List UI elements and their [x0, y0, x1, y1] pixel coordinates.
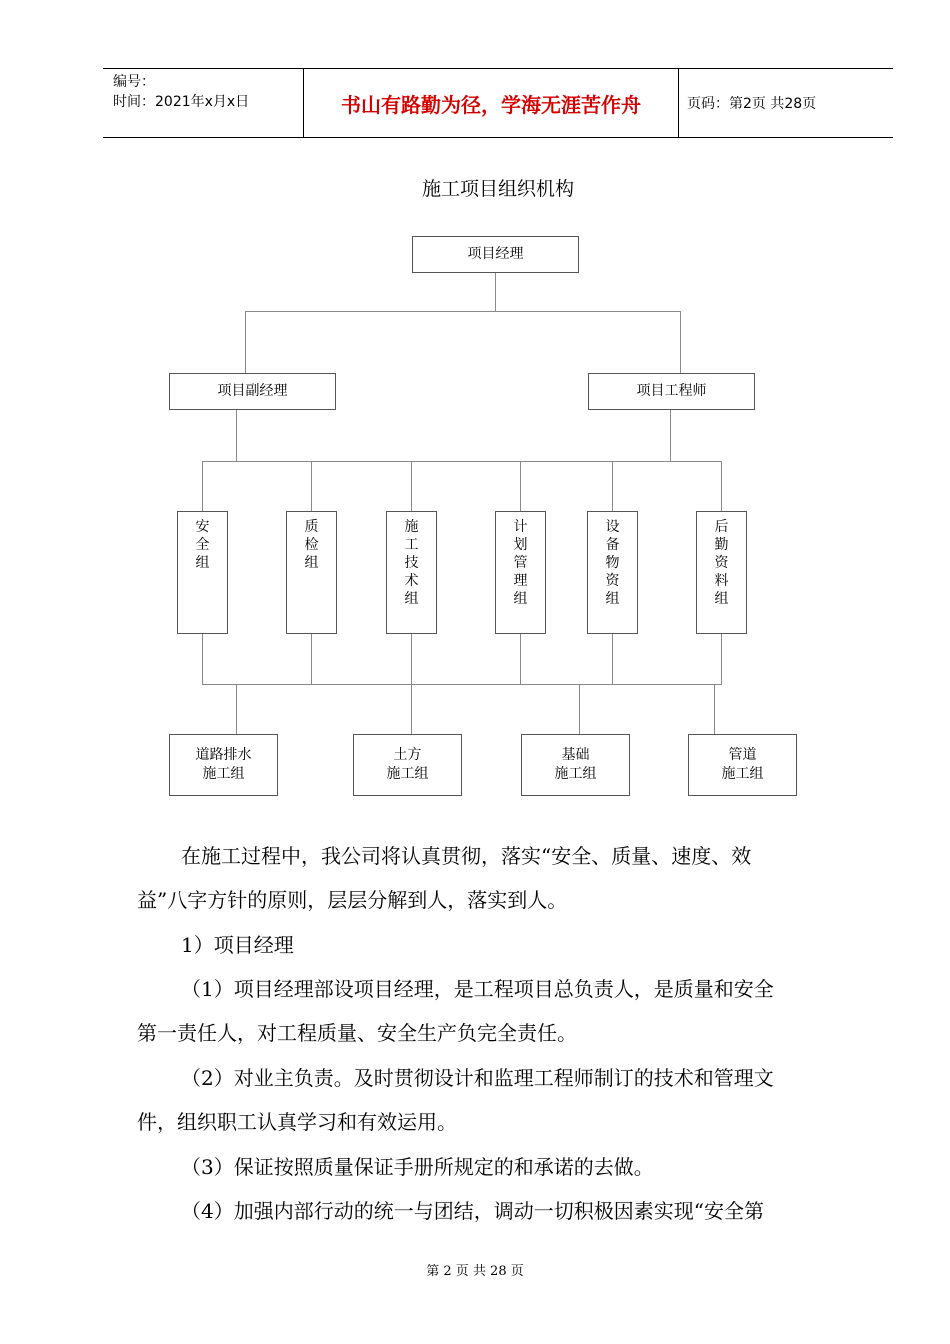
connector [202, 461, 203, 511]
org-node-logistics-group: 后 勤 资 料 组 [696, 511, 747, 634]
connector [311, 634, 312, 684]
connector [612, 634, 613, 684]
connector [236, 410, 237, 461]
connector [411, 684, 412, 734]
body-line: （3）保证按照质量保证手册所规定的和承诺的去做。 [181, 1155, 654, 1179]
connector [520, 461, 521, 511]
section-heading: 1）项目经理 [181, 933, 294, 957]
number-label: 编号： [113, 74, 155, 90]
body-line: （2）对业主负责。及时贯彻设计和监理工程师制订的技术和管理文 [181, 1066, 774, 1090]
org-node-equipment-group: 设 备 物 资 组 [587, 511, 638, 634]
page-number-label: 页码：第2页 共28页 [687, 96, 817, 112]
connector [520, 634, 521, 684]
org-node-earthwork-team: 土方 施工组 [353, 734, 462, 796]
org-node-foundation-team: 基础 施工组 [521, 734, 630, 796]
body-line: 第一责任人，对工程质量、安全生产负完全责任。 [137, 1021, 577, 1045]
org-node-deputy-manager: 项目副经理 [169, 373, 336, 410]
org-node-quality-group: 质 检 组 [286, 511, 337, 634]
org-node-pipeline-team: 管道 施工组 [688, 734, 797, 796]
connector [721, 634, 722, 684]
org-node-tech-group: 施 工 技 术 组 [386, 511, 437, 634]
body-line: 在施工过程中，我公司将认真贯彻，落实“安全、质量、速度、效 [181, 844, 752, 868]
org-node-safety-group: 安 全 组 [177, 511, 228, 634]
connector [245, 311, 681, 312]
body-line: 件，组织职工认真学习和有效运用。 [137, 1110, 457, 1134]
page-footer: 第 2 页 共 28 页 [426, 1264, 524, 1279]
header-meta [113, 72, 249, 112]
header-motto: 书山有路勤为径，学海无涯苦作舟 [341, 93, 641, 117]
connector [202, 461, 722, 462]
org-node-project-manager: 项目经理 [412, 236, 579, 273]
header-divider [678, 69, 679, 137]
page-header [103, 68, 893, 138]
connector [612, 461, 613, 511]
connector [236, 684, 237, 734]
connector [680, 311, 681, 373]
org-node-planning-group: 计 划 管 理 组 [495, 511, 546, 634]
connector [714, 684, 715, 734]
body-line: （4）加强内部行动的统一与团结，调动一切积极因素实现“安全第 [181, 1199, 764, 1223]
connector [202, 634, 203, 684]
body-line: （1）项目经理部设项目经理，是工程项目总负责人，是质量和安全 [181, 977, 774, 1001]
time-label: 时间：2021年x月x日 [113, 94, 250, 110]
connector [245, 311, 246, 373]
connector [411, 634, 412, 684]
connector [579, 684, 580, 734]
document-title: 施工项目组织机构 [421, 178, 574, 200]
org-node-project-engineer: 项目工程师 [588, 373, 755, 410]
connector [495, 273, 496, 311]
connector [311, 461, 312, 511]
connector [202, 684, 722, 685]
connector [670, 410, 671, 461]
org-node-drainage-team: 道路排水 施工组 [169, 734, 278, 796]
connector [411, 461, 412, 511]
body-line: 益”八字方针的原则，层层分解到人，落实到人。 [137, 888, 568, 912]
connector [721, 461, 722, 511]
